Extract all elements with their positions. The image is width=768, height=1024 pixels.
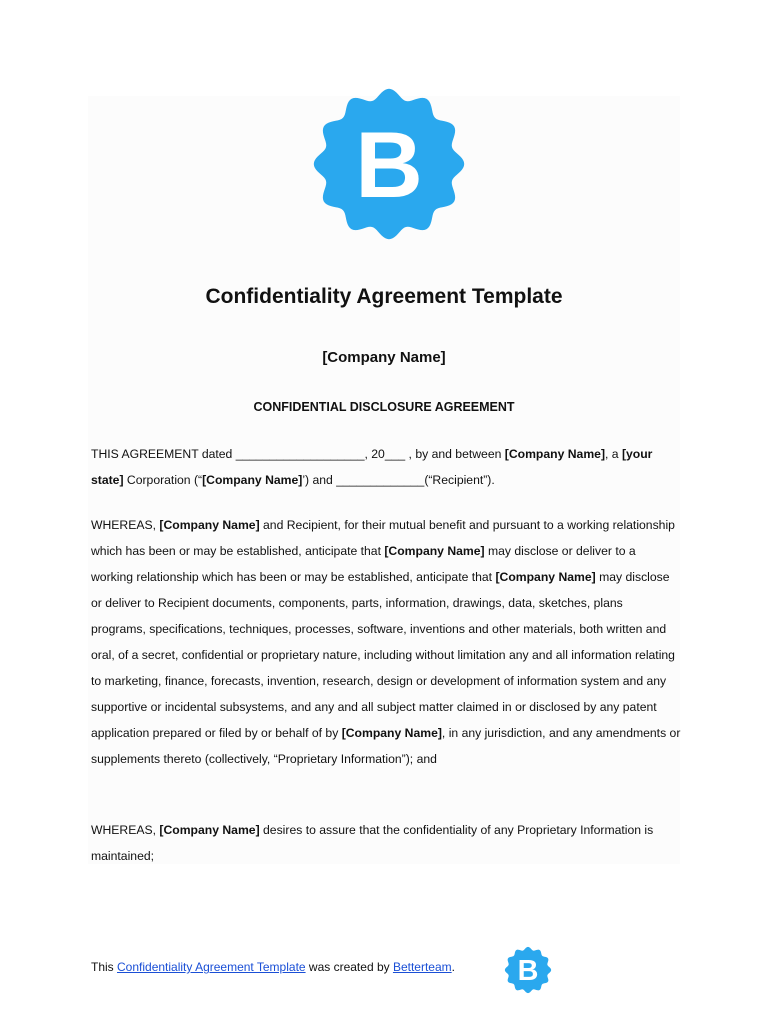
logo-letter: B (355, 111, 423, 217)
whereas-paragraph-2: WHEREAS, [Company Name] desires to assure that the confidentiality of any Proprietary Information is maintained; (91, 823, 654, 863)
template-link[interactable]: Confidentiality Agreement Template (117, 960, 306, 974)
logo-letter: B (517, 955, 539, 988)
footer-credit: This Confidentiality Agreement Template was created by Betterteam. (91, 960, 455, 974)
agreement-subheading: CONFIDENTIAL DISCLOSURE AGREEMENT (253, 400, 515, 414)
betterteam-logo-icon (311, 86, 467, 242)
company-name-heading: [Company Name] (322, 349, 446, 366)
whereas-paragraph-1: WHEREAS, [Company Name] and Recipient, for their mutual benefit and pursuant to a working relationship which has been or may be established, anticipate that [Company Name] may disclose or deliver to a working relationship which has been or may be established, anticipate that [Company Name] may disclose or deliver to Recipient documents, components, parts, information, drawings, data, sketches, plans programs, specifications, techniques, processes, software, inventions and other materials, both written and oral, of a secret, confidential or proprietary nature, including without limitation any and all information relating to marketing, finance, forecasts, invention, research, design or development of information system and any supportive or incidental subsystems, and any and all subject matter claimed in or disclosed by any patent application prepared or filed by or behalf of by [Company Name], in any jurisdiction, and any amendments or supplements thereto (collectively, “Proprietary Information”); and (91, 518, 681, 766)
betterteam-footer-logo-icon[interactable] (504, 946, 552, 994)
document-title: Confidentiality Agreement Template (205, 285, 563, 308)
agreement-paragraph-1: THIS AGREEMENT dated ___________________, 20___ , by and between [Company Name], a [your state] Corporation (“[Company Name]’) and _____________(“Recipient”). (91, 447, 653, 487)
betterteam-link[interactable]: Betterteam (392, 960, 452, 974)
